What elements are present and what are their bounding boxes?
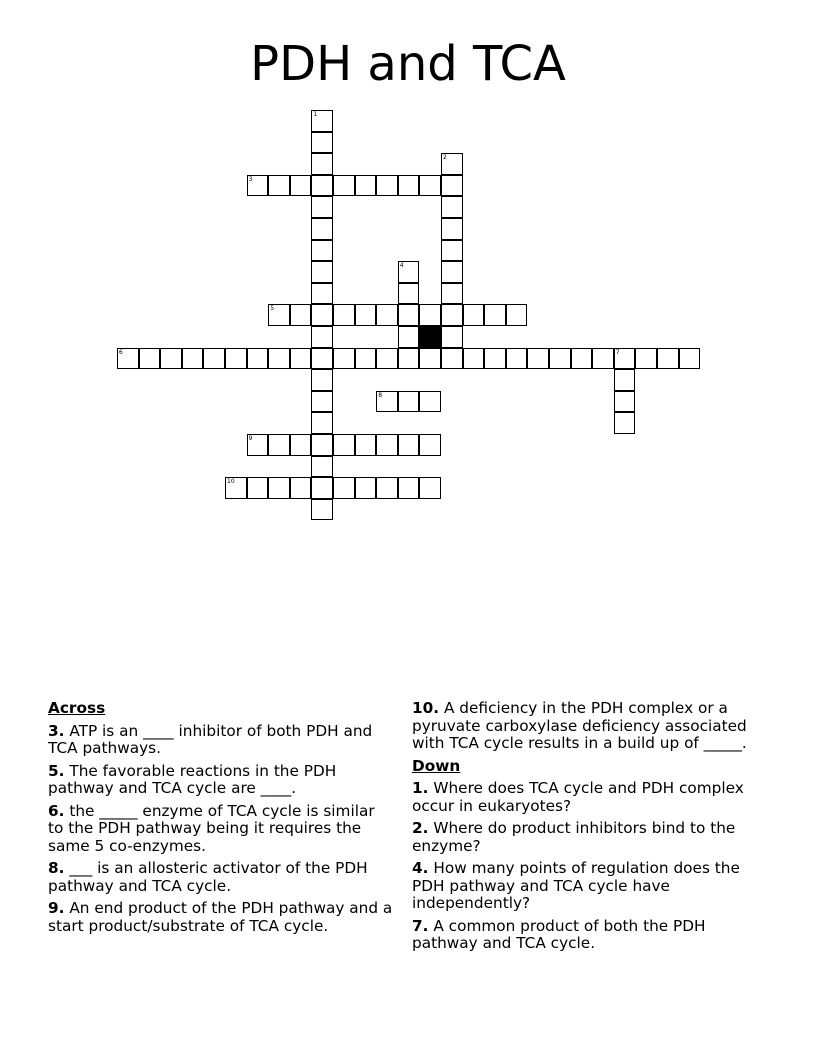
clue-down-2 — [412, 820, 772, 855]
crossword-cell[interactable] — [419, 304, 441, 326]
crossword-cell[interactable] — [333, 434, 355, 456]
cell-number: 9 — [248, 435, 253, 442]
clue-down-1 — [412, 780, 772, 815]
clue-text: A common product of both the PDH pathway and TCA cycle. — [412, 916, 706, 952]
crossword-cell[interactable] — [311, 283, 333, 305]
crossword-cell[interactable] — [311, 218, 333, 240]
clue-text: ATP is an ____ inhibitor of both PDH and TCA pathways. — [48, 721, 373, 757]
crossword-cell[interactable] — [311, 261, 333, 283]
clue-across-10 — [412, 700, 772, 753]
crossword-cell[interactable] — [527, 348, 549, 370]
crossword-cell[interactable] — [355, 348, 377, 370]
clue-number: 4. — [412, 859, 429, 877]
crossword-cell[interactable] — [247, 477, 269, 499]
crossword-cell[interactable] — [441, 283, 463, 305]
crossword-cell[interactable] — [419, 391, 441, 413]
crossword-cell[interactable] — [139, 348, 161, 370]
crossword-cell[interactable] — [290, 348, 312, 370]
crossword-cell[interactable] — [441, 153, 463, 175]
black-square — [419, 326, 441, 348]
cell-number: 6 — [119, 348, 123, 356]
crossword-cell[interactable] — [376, 348, 398, 370]
crossword-cell[interactable] — [398, 391, 420, 413]
clue-number: 9. — [48, 899, 65, 917]
crossword-cell[interactable] — [398, 261, 420, 283]
page-title: PDH and TCA — [250, 36, 566, 92]
crossword-cell[interactable] — [268, 348, 290, 370]
clue-text: Where does TCA cycle and PDH complex occur in eukaryotes? — [412, 779, 744, 815]
crossword-cell[interactable] — [398, 175, 420, 197]
crossword-cell[interactable] — [614, 391, 636, 413]
clue-number: 7. — [412, 916, 429, 935]
clue-down-4 — [412, 860, 772, 913]
clue-down-7 — [412, 918, 772, 953]
crossword-cell[interactable] — [290, 175, 312, 197]
crossword-cell[interactable] — [311, 412, 333, 434]
clue-across-5 — [48, 763, 393, 798]
clue-number: 2. — [412, 819, 429, 837]
crossword-cell[interactable] — [657, 348, 679, 370]
crossword-cell[interactable] — [419, 434, 441, 456]
clue-number: 10. — [412, 699, 440, 717]
crossword-cell[interactable] — [311, 240, 333, 262]
clue-across-9 — [48, 900, 393, 935]
crossword-cell[interactable] — [441, 218, 463, 240]
crossword-cell[interactable] — [117, 348, 139, 370]
crossword-cell[interactable] — [311, 175, 333, 197]
crossword-cell[interactable] — [311, 326, 333, 348]
cell-number: 10 — [227, 478, 235, 486]
crossword-cell[interactable] — [419, 175, 441, 197]
clue-text: Where do product inhibitors bind to the enzyme? — [412, 819, 736, 855]
crossword-cell[interactable] — [225, 477, 247, 499]
crossword-cell[interactable] — [311, 304, 333, 326]
cell-number: 2 — [443, 154, 447, 162]
crossword-cell[interactable] — [635, 348, 657, 370]
clue-text: ___ is an allosteric activator of the PDH pathway and TCA cycle. — [48, 859, 368, 895]
clue-text: The favorable reactions in the PDH pathway and TCA cycle are ____. — [48, 761, 337, 797]
crossword-cell[interactable] — [376, 477, 398, 499]
clue-number: 6. — [48, 801, 65, 820]
clue-text: How many points of regulation does the PDH pathway and TCA cycle have independently? — [412, 859, 740, 912]
crossword-cell[interactable] — [441, 304, 463, 326]
cell-number: 3 — [248, 175, 253, 183]
crossword-cell[interactable] — [247, 348, 269, 370]
crossword-cell[interactable] — [247, 434, 269, 456]
clue-number: 1. — [412, 779, 429, 797]
crossword-cell[interactable] — [311, 153, 333, 175]
crossword-cell[interactable] — [355, 175, 377, 197]
down-heading: Down — [412, 756, 461, 775]
cell-number: 1 — [313, 111, 318, 118]
clue-text: A deficiency in the PDH complex or a pyruvate carboxylase deficiency associated with TCA cycle results in a build up of _____. — [412, 699, 747, 752]
crossword-cell[interactable] — [311, 391, 333, 413]
crossword-cell[interactable] — [419, 477, 441, 499]
crossword-cell[interactable] — [182, 348, 204, 370]
crossword-cell[interactable] — [311, 477, 333, 499]
crossword-cell[interactable] — [463, 304, 485, 326]
crossword-cell[interactable] — [355, 304, 377, 326]
crossword-cell[interactable] — [311, 132, 333, 154]
crossword-cell[interactable] — [160, 348, 182, 370]
crossword-cell[interactable] — [311, 369, 333, 391]
crossword-cell[interactable] — [441, 348, 463, 370]
crossword-cell[interactable] — [311, 434, 333, 456]
crossword-cell[interactable] — [311, 499, 333, 521]
crossword-cell[interactable] — [679, 348, 701, 370]
crossword-cell[interactable] — [614, 369, 636, 391]
crossword-cell[interactable] — [441, 175, 463, 197]
crossword-cell[interactable] — [376, 175, 398, 197]
clues-right-column — [412, 700, 772, 958]
clue-number: 5. — [48, 761, 65, 780]
cell-number: 5 — [270, 305, 275, 313]
clue-number: 8. — [48, 859, 65, 877]
clue-number: 3. — [48, 721, 65, 740]
crossword-cell[interactable] — [247, 175, 269, 197]
crossword-cell[interactable] — [571, 348, 593, 370]
across-heading: Across — [48, 699, 106, 717]
crossword-cell[interactable] — [419, 348, 441, 370]
cell-number: 7 — [615, 348, 620, 356]
crossword-cell[interactable] — [398, 283, 420, 305]
crossword-cell[interactable] — [506, 348, 528, 370]
crossword-cell[interactable] — [441, 261, 463, 283]
crossword-cell[interactable] — [333, 477, 355, 499]
clue-text: the _____ enzyme of TCA cycle is similar to the PDH pathway being it requires the same 5 co-enzymes. — [48, 801, 375, 855]
crossword-cell[interactable] — [311, 348, 333, 370]
crossword-cell[interactable] — [463, 348, 485, 370]
crossword-cell[interactable] — [290, 434, 312, 456]
crossword-cell[interactable] — [441, 240, 463, 262]
crossword-cell[interactable] — [398, 304, 420, 326]
crossword-cell[interactable] — [290, 304, 312, 326]
clue-across-6 — [48, 803, 393, 856]
crossword-cell[interactable] — [268, 304, 290, 326]
crossword-cell[interactable] — [506, 304, 528, 326]
crossword-cell[interactable] — [376, 434, 398, 456]
crossword-cell[interactable] — [484, 304, 506, 326]
crossword-cell[interactable] — [376, 304, 398, 326]
crossword-cell[interactable] — [333, 348, 355, 370]
clues-left-column — [48, 700, 393, 940]
crossword-cell[interactable] — [441, 196, 463, 218]
crossword-cell[interactable] — [398, 477, 420, 499]
crossword-cell[interactable] — [290, 477, 312, 499]
crossword-cell[interactable] — [311, 456, 333, 478]
crossword-cell[interactable] — [398, 326, 420, 348]
crossword-cell[interactable] — [355, 477, 377, 499]
crossword-cell[interactable] — [311, 196, 333, 218]
crossword-cell[interactable] — [376, 391, 398, 413]
clue-across-3 — [48, 723, 393, 758]
crossword-cell[interactable] — [311, 110, 333, 132]
crossword-cell[interactable] — [398, 434, 420, 456]
crossword-cell[interactable] — [225, 348, 247, 370]
crossword-cell[interactable] — [268, 477, 290, 499]
crossword-cell[interactable] — [268, 434, 290, 456]
cell-number: 4 — [399, 262, 404, 270]
clue-text: An end product of the PDH pathway and a start product/substrate of TCA cycle. — [48, 899, 393, 935]
crossword-cell[interactable] — [398, 348, 420, 370]
crossword-cell[interactable] — [268, 175, 290, 197]
crossword-cell[interactable] — [333, 304, 355, 326]
crossword-cell[interactable] — [614, 412, 636, 434]
crossword-cell[interactable] — [203, 348, 225, 370]
crossword-cell[interactable] — [484, 348, 506, 370]
crossword-cell[interactable] — [592, 348, 614, 370]
crossword-cell[interactable] — [355, 434, 377, 456]
crossword-cell[interactable] — [549, 348, 571, 370]
crossword-cell[interactable] — [333, 175, 355, 197]
clue-across-8 — [48, 860, 393, 895]
crossword-cell[interactable] — [614, 348, 636, 370]
cell-number: 8 — [378, 391, 383, 399]
crossword-cell[interactable] — [441, 326, 463, 348]
